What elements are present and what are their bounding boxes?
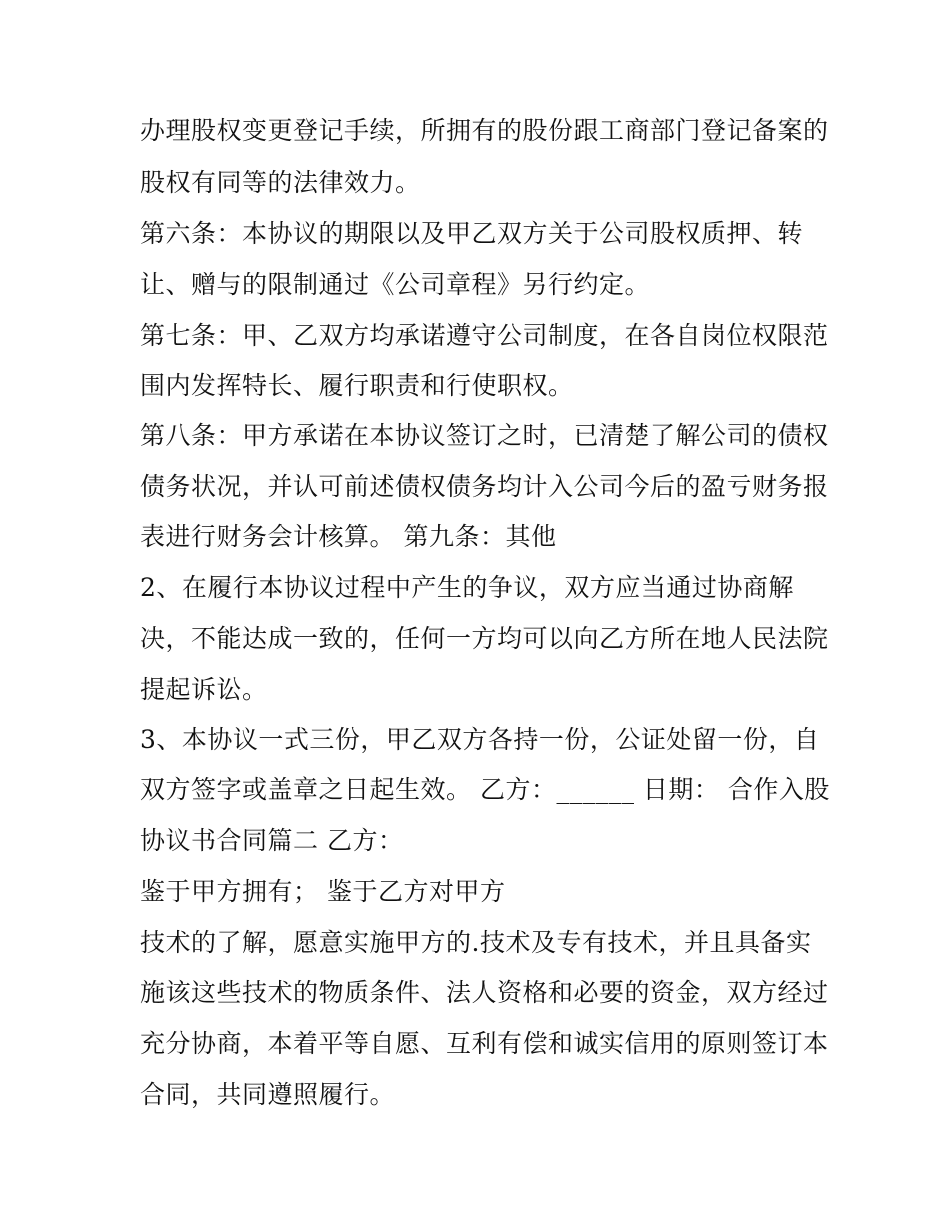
text-line: 第七条：甲、乙双方均承诺遵守公司制度，在各自岗位权限范: [140, 321, 829, 350]
text-line: 股权有同等的法律效力。: [140, 168, 421, 197]
text-line: 充分协商，本着平等自愿、互利有偿和诚实信用的原则签订本: [140, 1029, 829, 1058]
text-line: 让、赠与的限制通过《公司章程》另行约定。: [140, 270, 651, 299]
text-line: 技术的了解，愿意实施甲方的.技术及专有技术，并且具备实: [140, 928, 812, 957]
text-line: 决，不能达成一致的，任何一方均可以向乙方所在地人民法院: [140, 624, 829, 653]
text-line: 提起诉讼。: [140, 675, 268, 704]
text-line: 施该这些技术的物质条件、法人资格和必要的资金，双方经过: [140, 978, 829, 1007]
text-line: 鉴于甲方拥有； 鉴于乙方对甲方: [140, 877, 506, 906]
text-line: 围内发挥特长、履行职责和行使职权。: [140, 371, 574, 400]
text-line: 2、在履行本协议过程中产生的争议，双方应当通过协商解: [140, 573, 794, 602]
text-line: 第六条：本协议的期限以及甲乙双方关于公司股权质押、转: [140, 219, 804, 248]
text-line: 双方签字或盖章之日起生效。 乙方：______ 日期： 合作入股: [140, 775, 830, 804]
text-line: 合同，共同遵照履行。: [140, 1080, 396, 1109]
text-line: 表进行财务会计核算。 第九条：其他: [140, 522, 557, 551]
text-line: 办理股权变更登记手续，所拥有的股份跟工商部门登记备案的: [140, 116, 829, 145]
text-line: 协议书合同篇二 乙方：: [140, 826, 404, 855]
text-line: 3、本协议一式三份，甲乙双方各持一份，公证处留一份，自: [140, 725, 820, 754]
text-line: 第八条：甲方承诺在本协议签订之时，已清楚了解公司的债权: [140, 421, 829, 450]
text-line: 债务状况，并认可前述债权债务均计入公司今后的盈亏财务报: [140, 472, 829, 501]
